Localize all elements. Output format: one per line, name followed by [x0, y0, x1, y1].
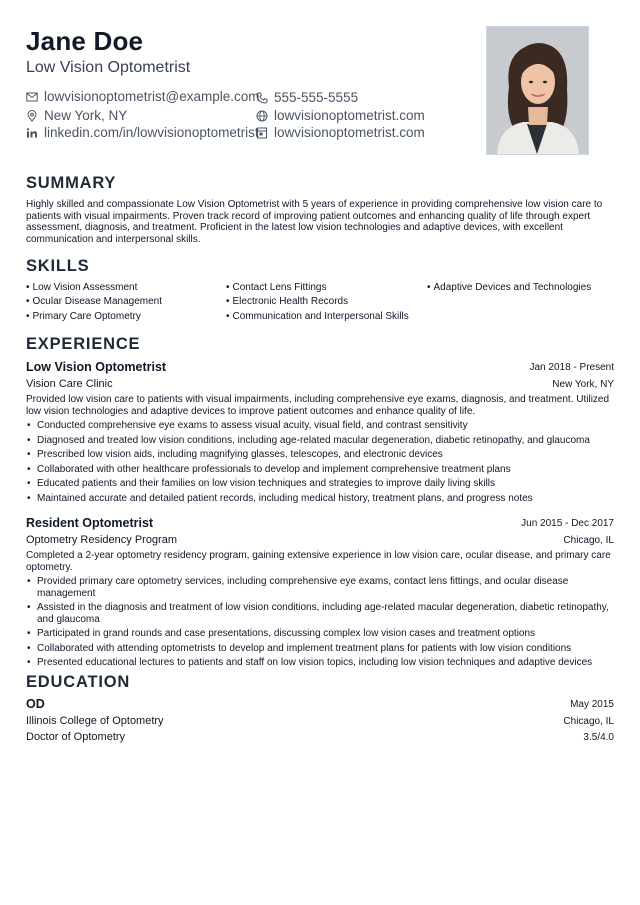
list-item: • Participated in grand rounds and case presentations, discussing complex low vision cases and treatment options — [26, 628, 614, 640]
skill-item: • Communication and Interpersonal Skills — [226, 311, 409, 322]
skill-item: • Primary Care Optometry — [26, 311, 141, 322]
skill-item: • Contact Lens Fittings — [226, 282, 326, 293]
profile-photo — [486, 26, 589, 155]
job-description: Provided low vision care to patients with visual impairments, including comprehensive eye exams, diagnosis, and treatment. Utilized low vision technologies and adaptive devices to improve patient outcomes and enhance quality of life. — [26, 394, 610, 417]
contact-website[interactable] — [256, 108, 425, 123]
mail-icon — [26, 91, 38, 103]
skill-item: • Low Vision Assessment — [26, 282, 137, 293]
phone-text: 555-555-5555 — [274, 90, 359, 105]
job-title: Resident Optometrist — [26, 516, 154, 530]
section-education-heading: EDUCATION — [26, 673, 131, 691]
skill-item: • Adaptive Devices and Technologies — [427, 282, 591, 293]
location-pin-icon — [26, 110, 38, 122]
skill-item: • Electronic Health Records — [226, 296, 348, 307]
list-item: • Conducted comprehensive eye exams to assess visual acuity, visual field, and contrast sensitivity — [26, 420, 614, 432]
location-text: New York, NY — [44, 108, 128, 123]
education-school: Illinois College of Optometry — [26, 715, 164, 727]
list-item: • Presented educational lectures to patients and staff on low vision topics, including low vision techniques and adaptive devices — [26, 657, 614, 669]
education-field: Doctor of Optometry — [26, 731, 126, 743]
portfolio-icon — [256, 127, 268, 139]
section-summary-heading: SUMMARY — [26, 174, 117, 192]
portfolio-text: lowvisionoptometrist.com — [274, 125, 425, 140]
contact-portfolio[interactable] — [256, 125, 425, 140]
linkedin-text: linkedin.com/in/lowvisionoptometrist — [44, 125, 259, 140]
candidate-name: Jane Doe — [26, 26, 144, 56]
job-bullet-list — [26, 576, 614, 672]
job-organization: Vision Care Clinic — [26, 378, 113, 390]
linkedin-icon — [26, 127, 38, 139]
skill-item: • Ocular Disease Management — [26, 296, 162, 307]
candidate-title: Low Vision Optometrist — [26, 59, 191, 76]
education-location: Chicago, IL — [563, 716, 614, 727]
education-date: May 2015 — [570, 699, 614, 710]
contact-linkedin[interactable] — [26, 125, 259, 140]
phone-icon — [256, 92, 268, 104]
contact-phone[interactable] — [256, 90, 358, 105]
contact-location — [26, 108, 127, 123]
list-item: • Educated patients and their families on low vision techniques and strategies to improve daily living skills — [26, 478, 614, 490]
summary-paragraph: Highly skilled and compassionate Low Vision Optometrist with 5 years of experience in providing comprehensive low vision care to patients with visual impairments. Proven track record of improving patient outcomes and enhancing quality of life through expert assessment, diagnosis, and treatment. Proficient in the latest low vision technologies and adaptive devices, with excellent communication and interpersonal skills. — [26, 199, 603, 245]
job-title: Low Vision Optometrist — [26, 360, 167, 374]
list-item: • Provided primary care optometry services, including comprehensive eye exams, contact lens fittings, and ocular disease management — [26, 576, 614, 599]
job-organization: Optometry Residency Program — [26, 534, 177, 546]
list-item: • Collaborated with other healthcare professionals to develop and implement comprehensive treatment plans — [26, 464, 614, 476]
section-skills-heading: SKILLS — [26, 257, 90, 275]
job-dates: Jan 2018 - Present — [529, 362, 614, 373]
list-item: • Prescribed low vision aids, including magnifying glasses, telescopes, and electronic devices — [26, 449, 614, 461]
contact-email[interactable] — [26, 89, 260, 104]
job-location: Chicago, IL — [563, 535, 614, 546]
job-location: New York, NY — [552, 379, 614, 390]
job-description: Completed a 2-year optometry residency program, gaining extensive experience in low vision care, ocular disease, and primary care optometry. — [26, 550, 611, 573]
job-bullet-list — [26, 420, 614, 507]
education-degree: OD — [26, 697, 45, 711]
list-item: • Diagnosed and treated low vision conditions, including age-related macular degeneration, diabetic retinopathy, and glaucoma — [26, 435, 614, 447]
section-experience-heading: EXPERIENCE — [26, 335, 141, 353]
list-item: • Collaborated with attending optometrists to develop and implement treatment plans for patients with low vision conditions — [26, 643, 614, 655]
education-gpa: 3.5/4.0 — [583, 732, 614, 743]
job-dates: Jun 2015 - Dec 2017 — [521, 518, 614, 529]
globe-icon — [256, 110, 268, 122]
list-item: • Assisted in the diagnosis and treatment of low vision conditions, including age-related macular degeneration, diabetic retinopathy, and glaucoma — [26, 602, 614, 625]
email-text: lowvisionoptometrist@example.com — [44, 89, 260, 104]
website-text: lowvisionoptometrist.com — [274, 108, 425, 123]
list-item: • Maintained accurate and detailed patient records, including medical history, treatment plans, and progress notes — [26, 493, 614, 505]
